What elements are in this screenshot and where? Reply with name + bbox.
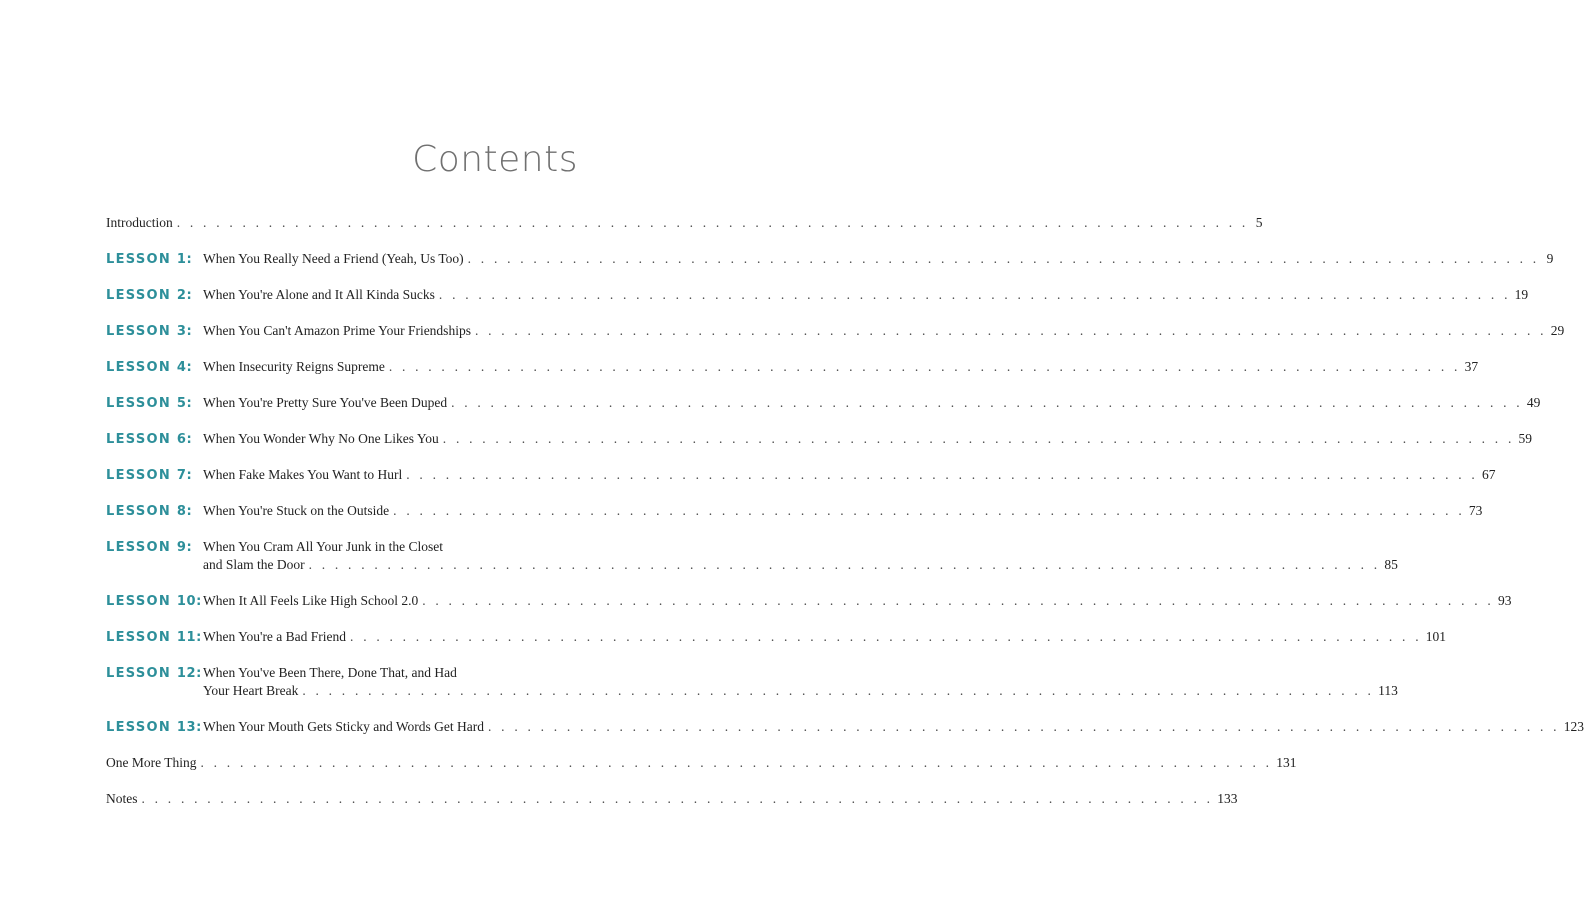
toc-entry-lesson-3[interactable] bbox=[106, 322, 1565, 340]
dot-leader: . . . . . . . . . . . . . . . . . . . . . . . . . . . . . . . . . . . . . . . . . . . . . . . . . . . . . . . . . . . . . . . . . . . . . . . . . . . . . . . . . . bbox=[350, 629, 1422, 644]
lesson-label: LESSON 5: bbox=[106, 396, 193, 411]
entry-page-number: 59 bbox=[1518, 431, 1533, 446]
lesson-label: LESSON 6: bbox=[106, 432, 193, 447]
entry-title-continued: and Slam the Door bbox=[203, 557, 305, 572]
toc-entry-lesson-13[interactable] bbox=[106, 718, 1584, 736]
lesson-label: LESSON 8: bbox=[106, 504, 193, 519]
entry-page-number: 19 bbox=[1514, 287, 1529, 302]
entry-page-number: 29 bbox=[1550, 323, 1565, 338]
dot-leader: . . . . . . . . . . . . . . . . . . . . . . . . . . . . . . . . . . . . . . . . . . . . . . . . . . . . . . . . . . . . . . . . . . . . . . . . . . . . . . . . . . bbox=[474, 323, 1547, 338]
dot-leader: . . . . . . . . . . . . . . . . . . . . . . . . . . . . . . . . . . . . . . . . . . . . . . . . . . . . . . . . . . . . . . . . . . . . . . . . . . . . . . . . . . bbox=[302, 683, 1375, 698]
entry-title: When You've Been There, Done That, and Had bbox=[203, 665, 457, 680]
entry-page-number: 49 bbox=[1526, 395, 1541, 410]
entry-title: When You Can't Amazon Prime Your Friendships bbox=[203, 323, 471, 338]
entry-title: Notes bbox=[106, 791, 138, 806]
entry-title: When You Really Need a Friend (Yeah, Us Too) bbox=[203, 251, 464, 266]
entry-title: When You Cram All Your Junk in the Closet bbox=[203, 539, 444, 554]
toc-entry-notes[interactable] bbox=[106, 790, 1238, 808]
entry-title: When It All Feels Like High School 2.0 bbox=[203, 593, 419, 608]
entry-page-number: 133 bbox=[1217, 791, 1238, 806]
toc-entry-lesson-1[interactable] bbox=[106, 250, 1554, 268]
lesson-label: LESSON 3: bbox=[106, 324, 193, 339]
entry-title: When You're Pretty Sure You've Been Duped bbox=[203, 395, 448, 410]
lesson-label: LESSON 10: bbox=[106, 594, 202, 609]
entry-page-number: 67 bbox=[1482, 467, 1496, 482]
toc-entry-lesson-5[interactable] bbox=[106, 394, 1541, 412]
entry-title: Introduction bbox=[106, 215, 173, 230]
dot-leader: . . . . . . . . . . . . . . . . . . . . . . . . . . . . . . . . . . . . . . . . . . . . . . . . . . . . . . . . . . . . . . . . . . . . . . . . . . . . . . . . . . bbox=[406, 467, 1479, 482]
lesson-label: LESSON 4: bbox=[106, 360, 193, 375]
lesson-label: LESSON 2: bbox=[106, 288, 193, 303]
lesson-label: LESSON 9: bbox=[106, 540, 193, 555]
entry-page-number: 93 bbox=[1497, 593, 1512, 608]
entry-page-number: 113 bbox=[1378, 683, 1398, 698]
entry-page-number: 101 bbox=[1425, 629, 1447, 644]
entry-title: When You're Alone and It All Kinda Sucks bbox=[203, 287, 435, 302]
dot-leader: . . . . . . . . . . . . . . . . . . . . . . . . . . . . . . . . . . . . . . . . . . . . . . . . . . . . . . . . . . . . . . . . . . . . . . . . . . . . . . . . . . bbox=[438, 287, 1511, 302]
entry-page-number: 37 bbox=[1464, 359, 1479, 374]
entry-title: When You Wonder Why No One Likes You bbox=[203, 431, 439, 446]
dot-leader: . . . . . . . . . . . . . . . . . . . . . . . . . . . . . . . . . . . . . . . . . . . . . . . . . . . . . . . . . . . . . . . . . . . . . . . . . . . . . . . . . . bbox=[308, 557, 1381, 572]
dot-leader: . . . . . . . . . . . . . . . . . . . . . . . . . . . . . . . . . . . . . . . . . . . . . . . . . . . . . . . . . . . . . . . . . . . . . . . . . . . . . . . . . . bbox=[442, 431, 1515, 446]
entry-page-number: 73 bbox=[1468, 503, 1483, 518]
page-title: Contents bbox=[412, 139, 578, 180]
toc-entry-lesson-8[interactable] bbox=[106, 502, 1483, 520]
lesson-label: LESSON 7: bbox=[106, 468, 193, 483]
lesson-label: LESSON 1: bbox=[106, 252, 193, 267]
entry-page-number: 9 bbox=[1546, 251, 1554, 266]
dot-leader: . . . . . . . . . . . . . . . . . . . . . . . . . . . . . . . . . . . . . . . . . . . . . . . . . . . . . . . . . . . . . . . . . . . . . . . . . . . . . . . . . . bbox=[451, 395, 1523, 410]
dot-leader: . . . . . . . . . . . . . . . . . . . . . . . . . . . . . . . . . . . . . . . . . . . . . . . . . . . . . . . . . . . . . . . . . . . . . . . . . . . . . . . . . . bbox=[200, 755, 1273, 770]
lesson-label: LESSON 13: bbox=[106, 720, 202, 735]
toc-entry-lesson-10[interactable] bbox=[106, 592, 1512, 610]
dot-leader: . . . . . . . . . . . . . . . . . . . . . . . . . . . . . . . . . . . . . . . . . . . . . . . . . . . . . . . . . . . . . . . . . . . . . . . . . . . . . . . . . . bbox=[388, 359, 1461, 374]
entry-title: When You're Stuck on the Outside bbox=[203, 503, 390, 518]
entry-title: When You're a Bad Friend bbox=[203, 629, 347, 644]
toc-entry-one-more-thing[interactable] bbox=[106, 754, 1297, 772]
lesson-label: LESSON 11: bbox=[106, 630, 202, 645]
entry-page-number: 131 bbox=[1276, 755, 1297, 770]
toc-entry-lesson-4[interactable] bbox=[106, 358, 1479, 376]
entry-title: When Your Mouth Gets Sticky and Words Get Hard bbox=[203, 719, 485, 734]
entry-page-number: 85 bbox=[1384, 557, 1398, 572]
dot-leader: . . . . . . . . . . . . . . . . . . . . . . . . . . . . . . . . . . . . . . . . . . . . . . . . . . . . . . . . . . . . . . . . . . . . . . . . . . . . . . . . . . bbox=[176, 215, 1249, 230]
dot-leader: . . . . . . . . . . . . . . . . . . . . . . . . . . . . . . . . . . . . . . . . . . . . . . . . . . . . . . . . . . . . . . . . . . . . . . . . . . . . . . . . . . bbox=[488, 719, 1560, 734]
toc-entry-lesson-11[interactable] bbox=[106, 628, 1447, 646]
entry-title: When Fake Makes You Want to Hurl bbox=[203, 467, 403, 482]
entry-page-number: 123 bbox=[1563, 719, 1584, 734]
lesson-label: LESSON 12: bbox=[106, 666, 202, 681]
entry-title: When Insecurity Reigns Supreme bbox=[203, 359, 385, 374]
toc-entry-introduction[interactable] bbox=[106, 214, 1263, 232]
dot-leader: . . . . . . . . . . . . . . . . . . . . . . . . . . . . . . . . . . . . . . . . . . . . . . . . . . . . . . . . . . . . . . . . . . . . . . . . . . . . . . . . . . bbox=[393, 503, 1465, 518]
toc-entry-lesson-9[interactable] bbox=[106, 538, 1398, 574]
dot-leader: . . . . . . . . . . . . . . . . . . . . . . . . . . . . . . . . . . . . . . . . . . . . . . . . . . . . . . . . . . . . . . . . . . . . . . . . . . . . . . . . . . bbox=[422, 593, 1494, 608]
entry-page-number: 5 bbox=[1255, 215, 1263, 230]
entry-title-continued: Your Heart Break bbox=[203, 683, 299, 698]
toc-entry-lesson-12[interactable] bbox=[106, 664, 1398, 700]
entry-title: One More Thing bbox=[106, 755, 197, 770]
toc-entry-lesson-6[interactable] bbox=[106, 430, 1533, 448]
dot-leader: . . . . . . . . . . . . . . . . . . . . . . . . . . . . . . . . . . . . . . . . . . . . . . . . . . . . . . . . . . . . . . . . . . . . . . . . . . . . . . . . . . bbox=[467, 251, 1540, 266]
toc-entry-lesson-7[interactable] bbox=[106, 466, 1496, 484]
dot-leader: . . . . . . . . . . . . . . . . . . . . . . . . . . . . . . . . . . . . . . . . . . . . . . . . . . . . . . . . . . . . . . . . . . . . . . . . . . . . . . . . . . bbox=[141, 791, 1214, 806]
toc-entry-lesson-2[interactable] bbox=[106, 286, 1529, 304]
